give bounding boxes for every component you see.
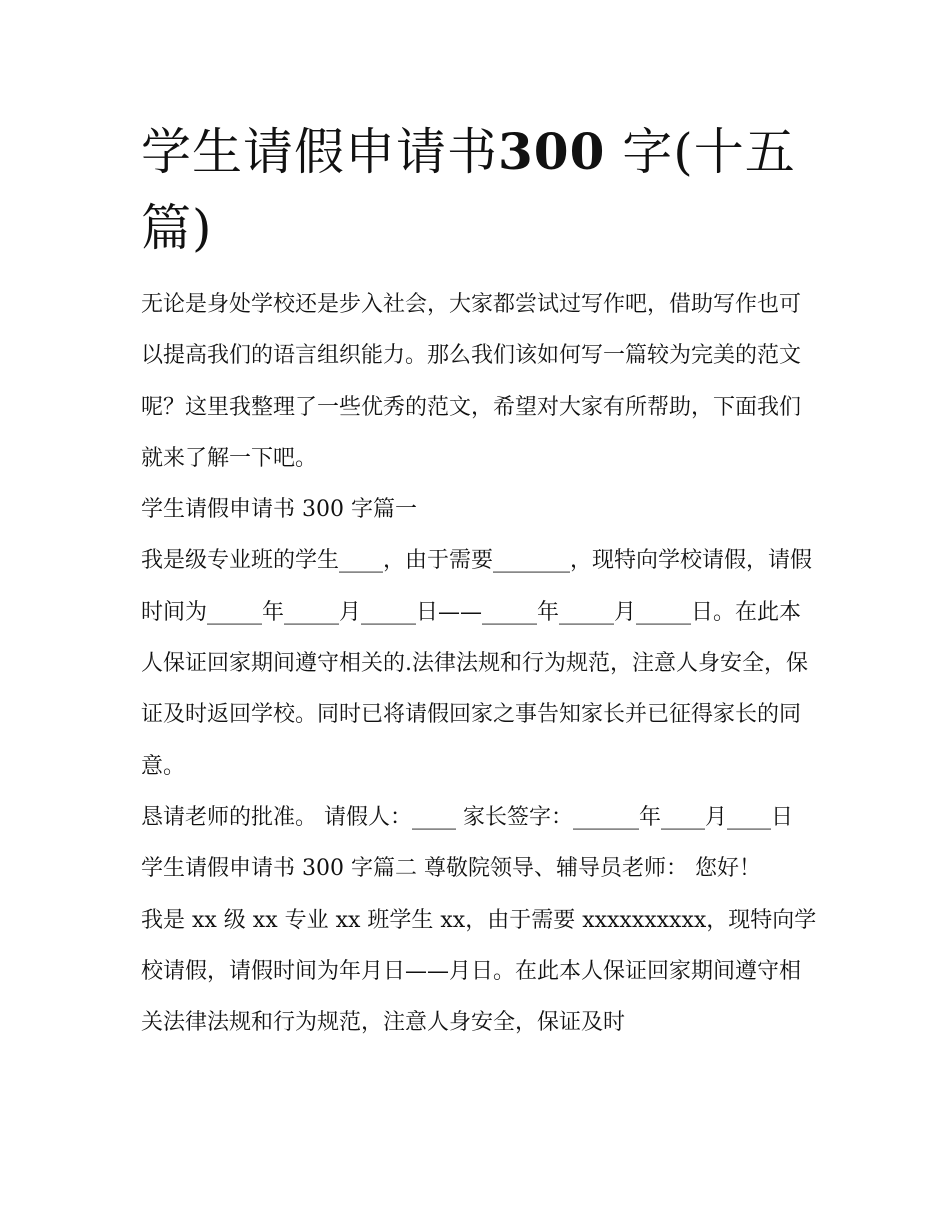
title-number: 300 — [498, 122, 606, 181]
document-body — [141, 279, 821, 1048]
title-suffix: 字(十五篇) — [141, 123, 796, 257]
section-heading-1: 学生请假申请书 300 字篇一 — [141, 497, 417, 523]
document-title — [141, 114, 821, 266]
letter-paragraph-1: 我是级专业班的学生____，由于需要_______，现特向学校请假，请假时间为_____年_____月_____日——_____年_____月_____日。在此本人保证回家期间遵守相关的.法律法规和行为规范，注意人身安全，保证及时返回学校。同时已将请假回家之事告知家长并已征得家长的同意。 — [141, 548, 813, 779]
letter-paragraph-2: 我是 xx 级 xx 专业 xx 班学生 xx，由于需要 xxxxxxxxxx，现特向学校请假，请假时间为年月日——月日。在此本人保证回家期间遵守相关法律法规和行为规范，注意人身安全，保证及时 — [141, 907, 817, 1036]
title-text: 学生请假申请书 — [141, 123, 498, 181]
intro-paragraph: 无论是身处学校还是步入社会，大家都尝试过写作吧，借助写作也可以提高我们的语言组织能力。那么我们该如何写一篇较为完美的范文呢？这里我整理了一些优秀的范文，希望对大家有所帮助，下面我们就来了解一下吧。 — [141, 292, 802, 471]
letter-closing-paragraph: 恳请老师的批准。 请假人：____ 家长签字：______年____月____日 学生请假申请书 300 字篇二 尊敬院领导、辅导员老师： 您好！ — [141, 804, 793, 882]
